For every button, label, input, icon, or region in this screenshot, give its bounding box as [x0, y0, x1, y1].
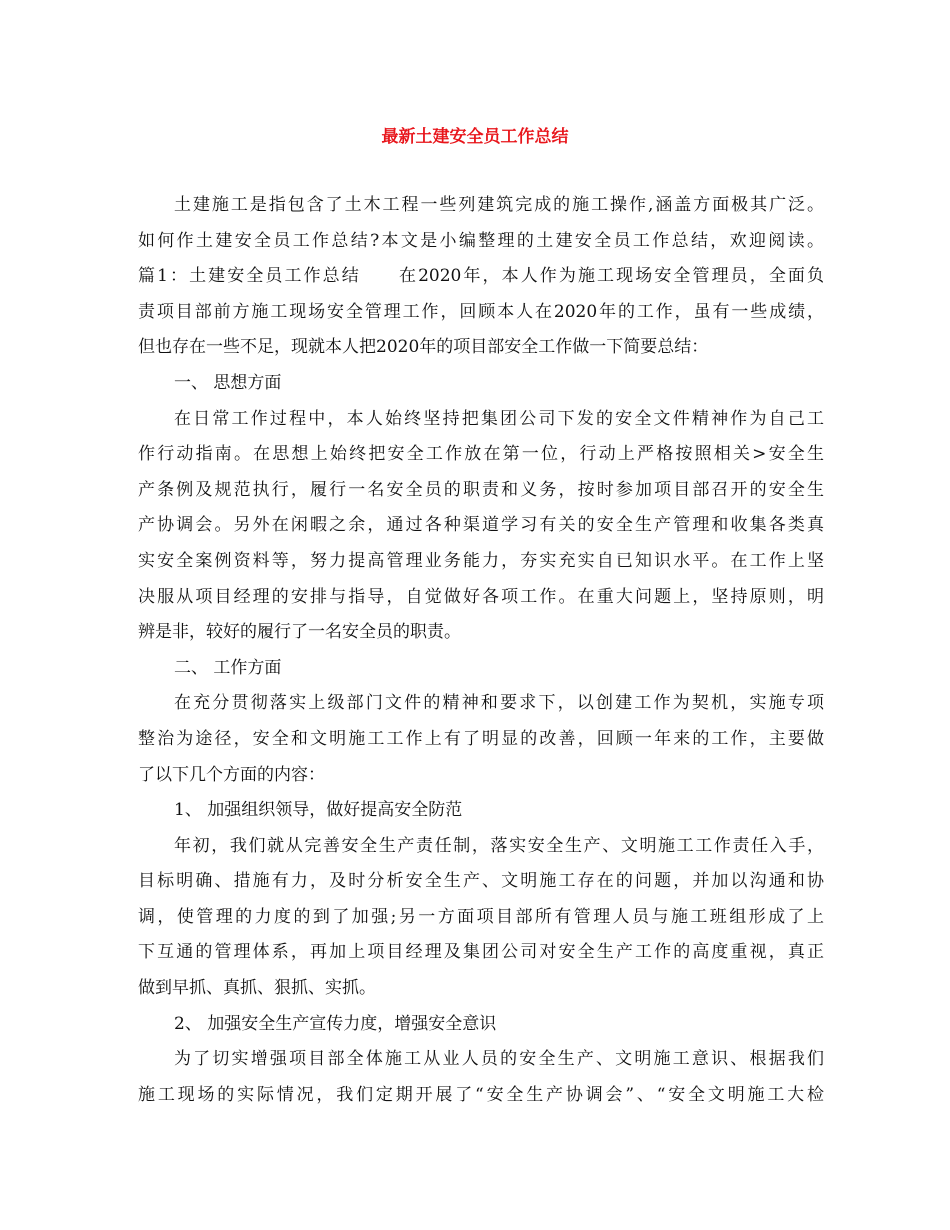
text-line: 在充分贯彻落实上级部门文件的精神和要求下，以创建工作为契机，实施专项	[174, 693, 824, 714]
text-line: 施工现场的实际情况，我们定期开展了“安全生产协调会”、“安全文明施工大检	[138, 1084, 824, 1105]
text-line: 为了切实增强项目部全体施工从业人员的安全生产、文明施工意识、根据我们	[174, 1049, 824, 1070]
text-line: 决服从项目经理的安排与指导，自觉做好各项工作。在重大问题上，坚持原则，明	[138, 586, 824, 607]
section-heading: 一、 思想方面	[174, 372, 282, 393]
text-line: 责项目部前方施工现场安全管理工作，回顾本人在2020年的工作，虽有一些成绩，	[138, 301, 824, 322]
text-line: 实安全案例资料等，努力提高管理业务能力，夯实充实自已知识水平。在工作上坚	[138, 550, 824, 571]
text-line: 如何作土建安全员工作总结?本文是小编整理的土建安全员工作总结，欢迎阅读。	[138, 230, 824, 251]
text-line: 年初，我们就从完善安全生产责任制，落实安全生产、文明施工工作责任入手，	[174, 835, 824, 856]
text-line: 目标明确、措施有力，及时分析安全生产、文明施工存在的问题，并加以沟通和协	[138, 871, 824, 892]
text-line: 整治为途径，安全和文明施工工作上有了明显的改善，回顾一年来的工作，主要做	[138, 728, 824, 749]
text-line: 了以下几个方面的内容：	[138, 764, 325, 785]
document-title: 最新土建安全员工作总结	[381, 127, 569, 147]
text-line: 产协调会。另外在闲暇之余，通过各种渠道学习有关的安全生产管理和收集各类真	[138, 515, 824, 536]
text-line: 调，使管理的力度的到了加强;另一方面项目部所有管理人员与施工班组形成了上	[138, 906, 824, 927]
text-line: 辨是非，较好的履行了一名安全员的职责。	[138, 622, 461, 643]
text-line: 篇1：土建安全员工作总结 在2020年，本人作为施工现场安全管理员，全面负	[138, 266, 824, 287]
document-body	[138, 188, 824, 1113]
text-line: 在日常工作过程中，本人始终坚持把集团公司下发的安全文件精神作为自己工	[174, 408, 824, 429]
subsection-heading: 2、 加强安全生产宣传力度，增强安全意识	[174, 1013, 497, 1034]
text-line: 作行动指南。在思想上始终把安全工作放在第一位，行动上严格按照相关>安全生	[138, 444, 824, 465]
text-line: 产条例及规范执行，履行一名安全员的职责和义务，按时参加项目部召开的安全生	[138, 479, 824, 500]
text-line: 做到早抓、真抓、狠抓、实抓。	[138, 978, 376, 999]
text-line: 但也存在一些不足，现就本人把2020年的项目部安全工作做一下简要总结：	[138, 337, 709, 358]
text-line: 土建施工是指包含了土木工程一些列建筑完成的施工操作,涵盖方面极其广泛。	[174, 195, 824, 215]
section-heading: 二、 工作方面	[174, 657, 282, 678]
text-line: 下互通的管理体系，再加上项目经理及集团公司对安全生产工作的高度重视，真正	[138, 942, 824, 963]
subsection-heading: 1、 加强组织领导，做好提高安全防范	[174, 800, 463, 821]
